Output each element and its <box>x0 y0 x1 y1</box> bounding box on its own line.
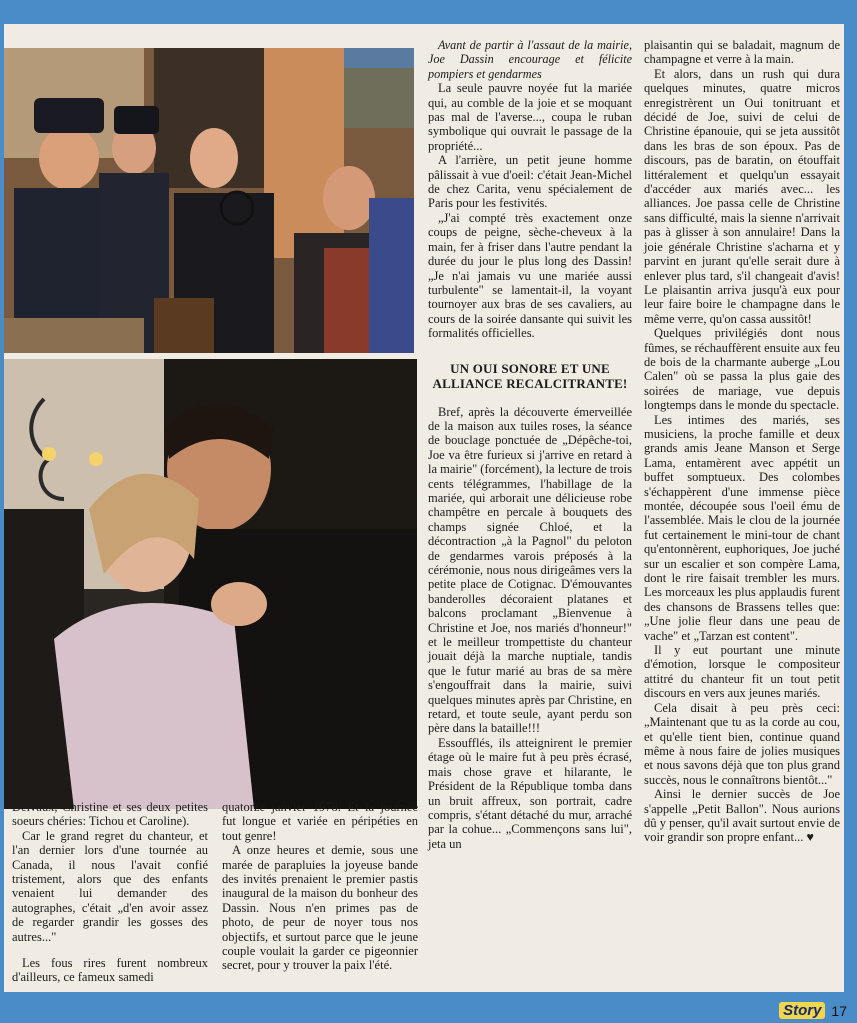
section-heading: UN OUI SONORE ET UNE ALLIANCE RECALCITRANTE! <box>432 360 628 391</box>
page-number: 17 <box>831 1002 847 1019</box>
photo-caption: Avant de partir à l'assaut de la mairie, Joe Dassin encourage et félicite pompiers et gendarmes <box>428 38 632 81</box>
paragraph: „J'ai compté très exactement onze coups de peigne, sèche-cheveux à la main, fer à friser dans l'autre pendant la durée du jour le plus long des Dassin! „Je n'ai jamais vu une mariée aussi turbulente" se lamentait-il, la voyant tournoyer aux bras de ses cavaliers, au cours de la soirée dansante qui suivit les formalités officielles. <box>428 210 632 341</box>
page-footer <box>779 1002 847 1019</box>
paragraph: quatorze janvier 1978. Et la journée fut longue et variée en péripéties en tout genre! <box>222 800 418 843</box>
text-column-2 <box>222 800 418 973</box>
text-column-1 <box>12 800 208 985</box>
paragraph: plaisantin qui se baladait, magnum de champagne et verre à la main. <box>644 38 840 67</box>
photo-dance <box>4 359 417 809</box>
paragraph: Et alors, dans un rush qui dura quelques minutes, quatre micros enregistrèrent un Oui tonitruant et décidé de Joe, suivi de celui de Christine épanouie, qui se jeta aussitôt dans les bras de son époux. Pas de discours, pas de baratin, on étouffait littéralement et quelqu'un essayait d'accéder aux mariés avec... les alliances. Joe passa celle de Christine sans difficulté, mais la sienne n'arrivait pas à glisser à son annulaire! Dans la joie générale Christine s'acharna et y parvint en jurant qu'elle serait dure à enlever plus tard, s'il changeait d'avis! Le plaisantin arriva jusqu'à eux pour leur faire boire le champagne dans le même verre, qu'on cassa aussitôt! <box>644 66 840 326</box>
paragraph: A onze heures et demie, sous une marée de parapluies la joyeuse bande des invités prenaient le premier pastis inaugural de la maison du bonheur des Dassin. Nous n'en primes pas de photo, de peur de noyer tous nos objectifs, et surtout parce que le jeune couple voulait la garder ce pigeonnier secret, pour y trouver la paix l'été. <box>222 843 418 973</box>
paragraph: Quelques privilégiés dont nous fûmes, se réchauffèrent ensuite aux feu de bois de la charmante auberge „Lou Calen" où se passa la plus gaie des soirées de mariage, vue depuis longtemps dans le monde du spectacle. <box>644 326 840 413</box>
paragraph: Il y eut pourtant une minute d'émotion, lorsque le compositeur attitré du chanteur fit un tout petit discours en vers aux jeunes mariés. <box>644 643 840 701</box>
paragraph: Les fous rires furent nombreux d'ailleurs, ce fameux samedi <box>12 956 208 985</box>
paragraph: Delvaux, Christine et ses deux petites soeurs chéries: Tichou et Caroline). <box>12 800 208 829</box>
magazine-page <box>4 24 844 992</box>
paragraph: Car le grand regret du chanteur, et l'an dernier lors d'une tournée au Canada, il nous l'avait confié tristement, alors que des enfants venaient lui demander des autographes, c'était „d'en avoir assez de regarder grandir les gosses des autres..." <box>12 828 208 944</box>
text-column-4 <box>644 38 840 845</box>
paragraph: La seule pauvre noyée fut la mariée qui, au comble de la joie et se moquant pas mal de l'averse..., coupa le ruban symbolique qui ouvrait le passage de la propriété... <box>428 81 632 153</box>
magazine-logo: Story <box>779 1002 825 1019</box>
photo-gendarmes <box>4 48 414 353</box>
paragraph: Bref, après la découverte émerveillée de la maison aux tuiles roses, la séance de bouclage ponctuée de „Dépêche-toi, Joe va être furieux si j'arrive en retard à la mairie" (forcément), la lecture de trois cents télégrammes, l'habillage de la mariée, qui arborait une délicieuse robe champêtre en percale à bouquets des champs signée Chloé, et la décontraction „à la Pagnol" du peloton de gendarmes varois préposés à la cérémonie, nous nous dirigeâmes vers la petite place de Cotignac. D'émouvantes banderolles décoraient platanes et balcons proclamant „Bienvenue à Christine et Joe, nos mariés d'honneur!" et le meilleur trompettiste du chanteur jouait déjà la marche nuptiale, tandis que le futur marié au bras de sa mère s'engouffrait dans la mairie, suivi quelques minutes après par Christine, en retard, et toute seule, ayant perdu son père dans la bataille!!! <box>428 404 632 736</box>
paragraph: Les intimes des mariés, ses musiciens, la proche famille et deux grands amis Jeane Manson et Serge Lama, entamèrent avec appétit un buffet somptueux. Des colombes s'échappèrent d'une immense pièce montée, découpée sous l'oeil ému de l'assemblée. Mais le clou de la journée fut certainement le mini-tour de chant qu'entonnèrent, euphoriques, Joe juché sur un escalier et son compère Lama, dont le rire faisait trembler les murs. Les morceaux les plus applaudis furent des chansons de Brassens telles que: „Une jolie fleur dans une peau de vache" et „Tarzan est content". <box>644 412 840 643</box>
photo-dance-image <box>4 359 417 809</box>
paragraph: A l'arrière, un petit jeune homme pâlissait à vue d'oeil: c'était Jean-Michel de chez Carita, venu spécialement de Paris pour les festivités. <box>428 153 632 211</box>
paragraph: Essoufflés, ils atteignirent le premier étage où le maire fut à peu près écrasé, mais chose grave et hilarante, le Président de la République tomba dans un bruit affreux, son portrait, cadre compris, s'étant détaché du mur, arraché par la cohue... „Commençons sans lui", jeta un <box>428 735 632 851</box>
text-column-3 <box>428 38 632 851</box>
paragraph: Ainsi le dernier succès de Joe s'appelle „Petit Ballon". Nous aurions dû y penser, qu'il avait surtout envie de voir grandir son propre enfant... ♥ <box>644 787 840 845</box>
photo-gendarmes-image <box>4 48 414 353</box>
paragraph: Cela disait à peu près ceci: „Maintenant que tu as la corde au cou, et qu'elle tient bien, continue quand même à nous faire de jolies musiques et nous savons déjà que ton plus grand succès, nous le connaîtrons bientôt..." <box>644 700 840 787</box>
